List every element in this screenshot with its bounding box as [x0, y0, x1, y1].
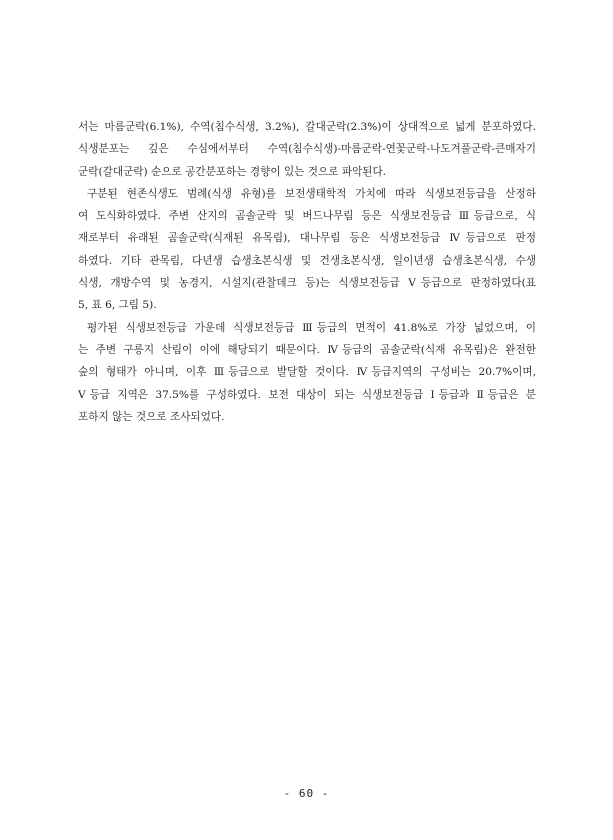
text-line: 서는 마름군락(6.1%), 수역(침수식생, 3.2%), 갈대군락(2.3%)이 상대적으로 넓게 분포하였다. [78, 121, 536, 133]
text-line: 숲의 형태가 아니며, 이후 Ⅲ등급으로 발달할 것이다. Ⅳ등급지역의 구성비는 20.7%이며, [78, 366, 536, 379]
text-line: 하였다. 기타 관목림, 다년생 습생초본식생 및 건생초본식생, 일이년생 습생초본식생, 수생 [78, 254, 536, 267]
text-line: 포하지 않는 것으로 조사되었다. [78, 410, 225, 423]
page-number: - 60 - [283, 787, 330, 800]
text-line: 는 주변 구릉지 산림이 이에 해당되기 때문이다. Ⅳ등급의 곰솔군락(식재 유목림)은 완전한 [78, 343, 536, 356]
body-text [78, 116, 536, 428]
text-line: 군락(갈대군락) 순으로 공간분포하는 경향이 있는 것으로 파악된다. [78, 165, 387, 178]
text-line: 구분된 현존식생도 범례(식생 유형)를 보전생태학적 가치에 따라 식생보전등급을 산정하 [87, 187, 536, 200]
text-line: 5, 표 6, 그림 5). [78, 299, 157, 312]
text-line: Ⅴ등급 지역은 37.5%를 구성하였다. 보전 대상이 되는 식생보전등급 Ⅰ등급과 Ⅱ등급은 분 [78, 388, 536, 401]
paragraph-grade-area [78, 317, 536, 428]
paragraph-conservation-grade [78, 183, 536, 317]
paragraph-distribution [78, 116, 536, 183]
text-line: 재로부터 유래된 곰솔군락(식재된 유목림), 대나무림 등은 식생보전등급 Ⅳ등급으로 판정 [78, 232, 536, 245]
text-line: 여 도식화하였다. 주변 산지의 곰솔군락 및 버드나무림 등은 식생보전등급 Ⅲ등급으로, 식 [78, 210, 536, 223]
text-line: 평가된 식생보전등급 가운데 식생보전등급 Ⅲ등급의 면적이 41.8%로 가장 넓었으며, 이 [87, 321, 536, 334]
text-line: 식생, 개방수역 및 농경지, 시설지(관찰데크 등)는 식생보전등급 Ⅴ등급으로 판정하였다(표 [78, 277, 536, 290]
text-line: 식생분포는 깊은 수심에서부터 수역(침수식생)-마름군락-연꽃군락-나도겨풀군락-큰매자기 [78, 143, 536, 156]
